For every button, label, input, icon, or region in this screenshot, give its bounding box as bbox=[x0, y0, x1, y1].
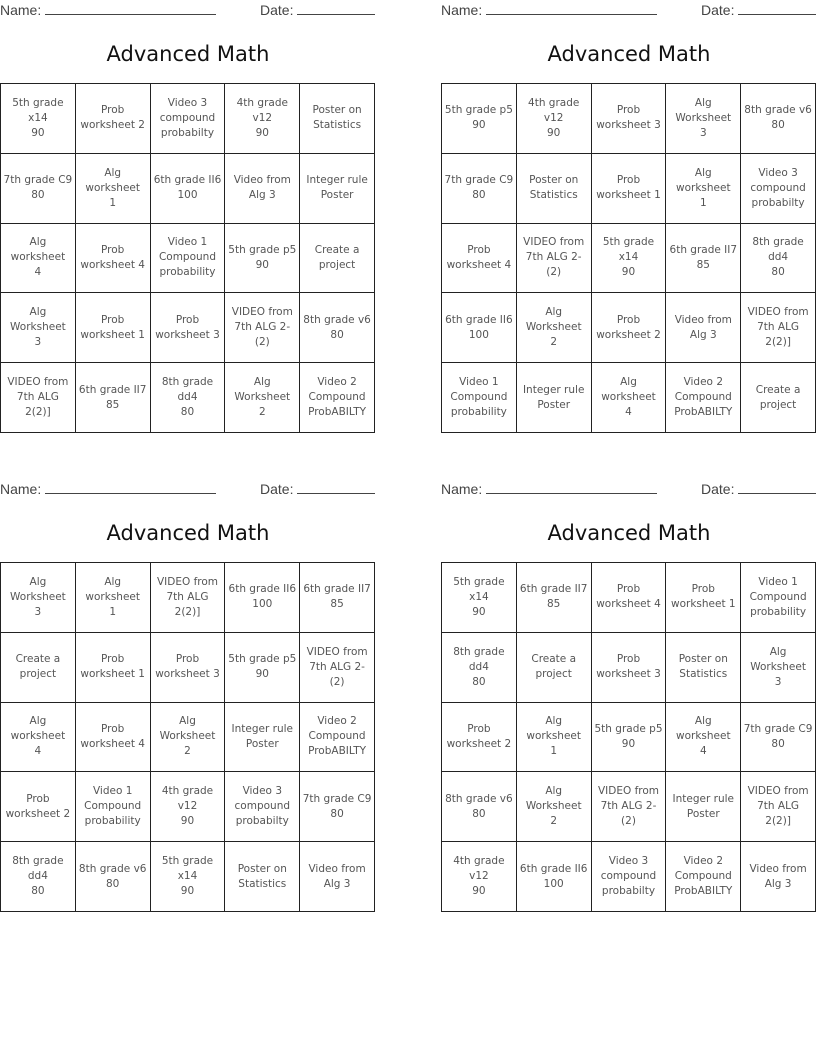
bingo-cell[interactable]: Alg Worksheet 2 bbox=[517, 772, 592, 842]
name-blank-line[interactable] bbox=[45, 2, 216, 15]
date-label: Date: bbox=[701, 2, 735, 18]
bingo-cell[interactable]: Video 2 Compound ProbABILTY bbox=[300, 703, 375, 773]
bingo-cell[interactable]: Video 2 Compound ProbABILTY bbox=[666, 842, 741, 912]
bingo-cell[interactable]: 6th grade II6 100 bbox=[151, 154, 226, 224]
date-label: Date: bbox=[260, 481, 294, 497]
bingo-cell[interactable]: Poster on Statistics bbox=[517, 154, 592, 224]
bingo-cell[interactable]: Video 1 Compound probability bbox=[741, 563, 816, 633]
date-field bbox=[701, 2, 816, 18]
bingo-cell[interactable]: Prob worksheet 2 bbox=[1, 772, 76, 842]
name-date-row bbox=[0, 2, 376, 20]
bingo-cell[interactable]: 7th grade C9 80 bbox=[1, 154, 76, 224]
bingo-cell[interactable]: 8th grade dd4 80 bbox=[442, 633, 517, 703]
bingo-cell[interactable]: Alg worksheet 1 bbox=[517, 703, 592, 773]
bingo-cell[interactable]: 5th grade x14 90 bbox=[592, 224, 667, 294]
name-label: Name: bbox=[0, 2, 42, 18]
bingo-cell[interactable]: Alg worksheet 4 bbox=[1, 703, 76, 773]
date-field bbox=[260, 2, 375, 18]
bingo-cell[interactable]: Alg Worksheet 3 bbox=[666, 84, 741, 154]
bingo-cell[interactable]: Create a project bbox=[517, 633, 592, 703]
bingo-cell[interactable]: 4th grade v12 90 bbox=[151, 772, 226, 842]
bingo-cell[interactable]: Prob worksheet 2 bbox=[592, 293, 667, 363]
bingo-cell[interactable]: Prob worksheet 4 bbox=[76, 224, 151, 294]
bingo-cell[interactable]: Alg worksheet 4 bbox=[592, 363, 667, 433]
bingo-cell[interactable]: Prob worksheet 1 bbox=[76, 633, 151, 703]
bingo-cell[interactable]: 4th grade v12 90 bbox=[517, 84, 592, 154]
name-date-row bbox=[0, 481, 376, 499]
name-label: Name: bbox=[441, 481, 483, 497]
bingo-cell[interactable]: Prob worksheet 2 bbox=[76, 84, 151, 154]
date-blank-line[interactable] bbox=[738, 2, 816, 15]
bingo-grid bbox=[0, 83, 375, 433]
bingo-cell[interactable]: Poster on Statistics bbox=[225, 842, 300, 912]
bingo-cell[interactable]: Video 1 Compound probability bbox=[442, 363, 517, 433]
date-field bbox=[260, 481, 375, 497]
bingo-cell[interactable]: Prob worksheet 1 bbox=[666, 563, 741, 633]
bingo-cell[interactable]: Prob worksheet 3 bbox=[592, 633, 667, 703]
bingo-cell[interactable]: Video 3 compound probabilty bbox=[151, 84, 226, 154]
name-blank-line[interactable] bbox=[486, 2, 657, 15]
bingo-cell[interactable]: 8th grade v6 80 bbox=[300, 293, 375, 363]
bingo-cell[interactable]: Video 3 compound probabilty bbox=[592, 842, 667, 912]
name-date-row bbox=[441, 481, 816, 499]
bingo-cell[interactable]: 7th grade C9 80 bbox=[741, 703, 816, 773]
date-field bbox=[701, 481, 816, 497]
bingo-cell[interactable]: VIDEO from 7th ALG 2(2)] bbox=[741, 772, 816, 842]
bingo-cell[interactable]: VIDEO from 7th ALG 2-(2) bbox=[300, 633, 375, 703]
bingo-cell[interactable]: Prob worksheet 3 bbox=[151, 633, 226, 703]
bingo-cell[interactable]: Video from Alg 3 bbox=[741, 842, 816, 912]
bingo-cell[interactable]: Integer rule Poster bbox=[300, 154, 375, 224]
bingo-cell[interactable]: Prob worksheet 2 bbox=[442, 703, 517, 773]
bingo-cell[interactable]: Video from Alg 3 bbox=[666, 293, 741, 363]
bingo-cell[interactable]: Video 1 Compound probability bbox=[151, 224, 226, 294]
bingo-cell[interactable]: Integer rule Poster bbox=[225, 703, 300, 773]
card-title: Advanced Math bbox=[547, 42, 711, 66]
bingo-cell[interactable]: Video from Alg 3 bbox=[300, 842, 375, 912]
bingo-cell[interactable]: 6th grade II6 100 bbox=[517, 842, 592, 912]
bingo-cell[interactable]: Prob worksheet 1 bbox=[592, 154, 667, 224]
name-field bbox=[0, 481, 216, 497]
bingo-cell[interactable]: 8th grade v6 80 bbox=[442, 772, 517, 842]
bingo-cell[interactable]: 5th grade x14 90 bbox=[1, 84, 76, 154]
bingo-cell[interactable]: VIDEO from 7th ALG 2(2)] bbox=[741, 293, 816, 363]
bingo-cell[interactable]: Prob worksheet 4 bbox=[592, 563, 667, 633]
bingo-cell[interactable]: 6th grade II6 100 bbox=[442, 293, 517, 363]
bingo-cell[interactable]: Alg worksheet 1 bbox=[76, 154, 151, 224]
name-field bbox=[441, 481, 657, 497]
bingo-cell[interactable]: 8th grade dd4 80 bbox=[741, 224, 816, 294]
bingo-cell[interactable]: VIDEO from 7th ALG 2(2)] bbox=[1, 363, 76, 433]
name-label: Name: bbox=[0, 481, 42, 497]
bingo-cell[interactable]: Create a project bbox=[300, 224, 375, 294]
bingo-cell[interactable]: Alg worksheet 1 bbox=[666, 154, 741, 224]
bingo-cell[interactable]: 6th grade II6 100 bbox=[225, 563, 300, 633]
bingo-cell[interactable]: 7th grade C9 80 bbox=[300, 772, 375, 842]
bingo-cell[interactable]: 6th grade II7 85 bbox=[666, 224, 741, 294]
bingo-cell[interactable]: 6th grade II7 85 bbox=[300, 563, 375, 633]
bingo-cell[interactable]: Video from Alg 3 bbox=[225, 154, 300, 224]
bingo-cell[interactable]: 5th grade p5 90 bbox=[225, 224, 300, 294]
name-date-row bbox=[441, 2, 816, 20]
bingo-grid bbox=[0, 562, 375, 912]
bingo-grid bbox=[441, 562, 816, 912]
bingo-cell[interactable]: 5th grade p5 90 bbox=[442, 84, 517, 154]
bingo-cell[interactable]: Alg worksheet 4 bbox=[666, 703, 741, 773]
bingo-cell[interactable]: Video 2 Compound ProbABILTY bbox=[666, 363, 741, 433]
bingo-cell[interactable]: 8th grade v6 80 bbox=[741, 84, 816, 154]
bingo-cell[interactable]: VIDEO from 7th ALG 2-(2) bbox=[592, 772, 667, 842]
bingo-cell[interactable]: Alg Worksheet 2 bbox=[225, 363, 300, 433]
bingo-cell[interactable]: Prob worksheet 3 bbox=[592, 84, 667, 154]
bingo-cell[interactable]: 8th grade dd4 80 bbox=[151, 363, 226, 433]
bingo-cell[interactable]: Integer rule Poster bbox=[517, 363, 592, 433]
date-blank-line[interactable] bbox=[738, 481, 816, 494]
bingo-cell[interactable]: 8th grade dd4 80 bbox=[1, 842, 76, 912]
bingo-cell[interactable]: Video 1 Compound probability bbox=[76, 772, 151, 842]
bingo-cell[interactable]: Create a project bbox=[741, 363, 816, 433]
bingo-cell[interactable]: 5th grade x14 90 bbox=[442, 563, 517, 633]
bingo-cell[interactable]: 5th grade p5 90 bbox=[592, 703, 667, 773]
name-field bbox=[441, 2, 657, 18]
card-title: Advanced Math bbox=[106, 42, 270, 66]
name-field bbox=[0, 2, 216, 18]
bingo-cell[interactable]: 5th grade x14 90 bbox=[151, 842, 226, 912]
name-label: Name: bbox=[441, 2, 483, 18]
card-title: Advanced Math bbox=[547, 521, 711, 545]
bingo-cell[interactable]: 7th grade C9 80 bbox=[442, 154, 517, 224]
bingo-cell[interactable]: 5th grade p5 90 bbox=[225, 633, 300, 703]
bingo-cell[interactable]: Integer rule Poster bbox=[666, 772, 741, 842]
bingo-cell[interactable]: Prob worksheet 4 bbox=[442, 224, 517, 294]
bingo-cell[interactable]: 6th grade II7 85 bbox=[76, 363, 151, 433]
bingo-cell[interactable]: Create a project bbox=[1, 633, 76, 703]
bingo-cell[interactable]: Alg Worksheet 3 bbox=[1, 293, 76, 363]
bingo-cell[interactable]: 4th grade v12 90 bbox=[225, 84, 300, 154]
bingo-cell[interactable]: 6th grade II7 85 bbox=[517, 563, 592, 633]
bingo-cell[interactable]: Prob worksheet 4 bbox=[76, 703, 151, 773]
bingo-cell[interactable]: Prob worksheet 1 bbox=[76, 293, 151, 363]
bingo-cell[interactable]: Alg Worksheet 2 bbox=[151, 703, 226, 773]
bingo-cell[interactable]: Video 3 compound probabilty bbox=[741, 154, 816, 224]
date-blank-line[interactable] bbox=[297, 481, 375, 494]
bingo-cell[interactable]: Alg worksheet 4 bbox=[1, 224, 76, 294]
date-label: Date: bbox=[260, 2, 294, 18]
card-title: Advanced Math bbox=[106, 521, 270, 545]
bingo-cell[interactable]: VIDEO from 7th ALG 2-(2) bbox=[517, 224, 592, 294]
bingo-cell[interactable]: Alg Worksheet 3 bbox=[1, 563, 76, 633]
date-label: Date: bbox=[701, 481, 735, 497]
name-blank-line[interactable] bbox=[45, 481, 216, 494]
bingo-cell[interactable]: Video 2 Compound ProbABILTY bbox=[300, 363, 375, 433]
bingo-grid bbox=[441, 83, 816, 433]
name-blank-line[interactable] bbox=[486, 481, 657, 494]
bingo-cell[interactable]: VIDEO from 7th ALG 2-(2) bbox=[225, 293, 300, 363]
bingo-cell[interactable]: Poster on Statistics bbox=[666, 633, 741, 703]
bingo-cell[interactable]: 8th grade v6 80 bbox=[76, 842, 151, 912]
bingo-cell[interactable]: Video 3 compound probabilty bbox=[225, 772, 300, 842]
bingo-cell[interactable]: Alg Worksheet 3 bbox=[741, 633, 816, 703]
bingo-cell[interactable]: Prob worksheet 3 bbox=[151, 293, 226, 363]
date-blank-line[interactable] bbox=[297, 2, 375, 15]
bingo-cell[interactable]: 4th grade v12 90 bbox=[442, 842, 517, 912]
bingo-cell[interactable]: Poster on Statistics bbox=[300, 84, 375, 154]
bingo-cell[interactable]: Alg Worksheet 2 bbox=[517, 293, 592, 363]
bingo-cell[interactable]: VIDEO from 7th ALG 2(2)] bbox=[151, 563, 226, 633]
bingo-cell[interactable]: Alg worksheet 1 bbox=[76, 563, 151, 633]
